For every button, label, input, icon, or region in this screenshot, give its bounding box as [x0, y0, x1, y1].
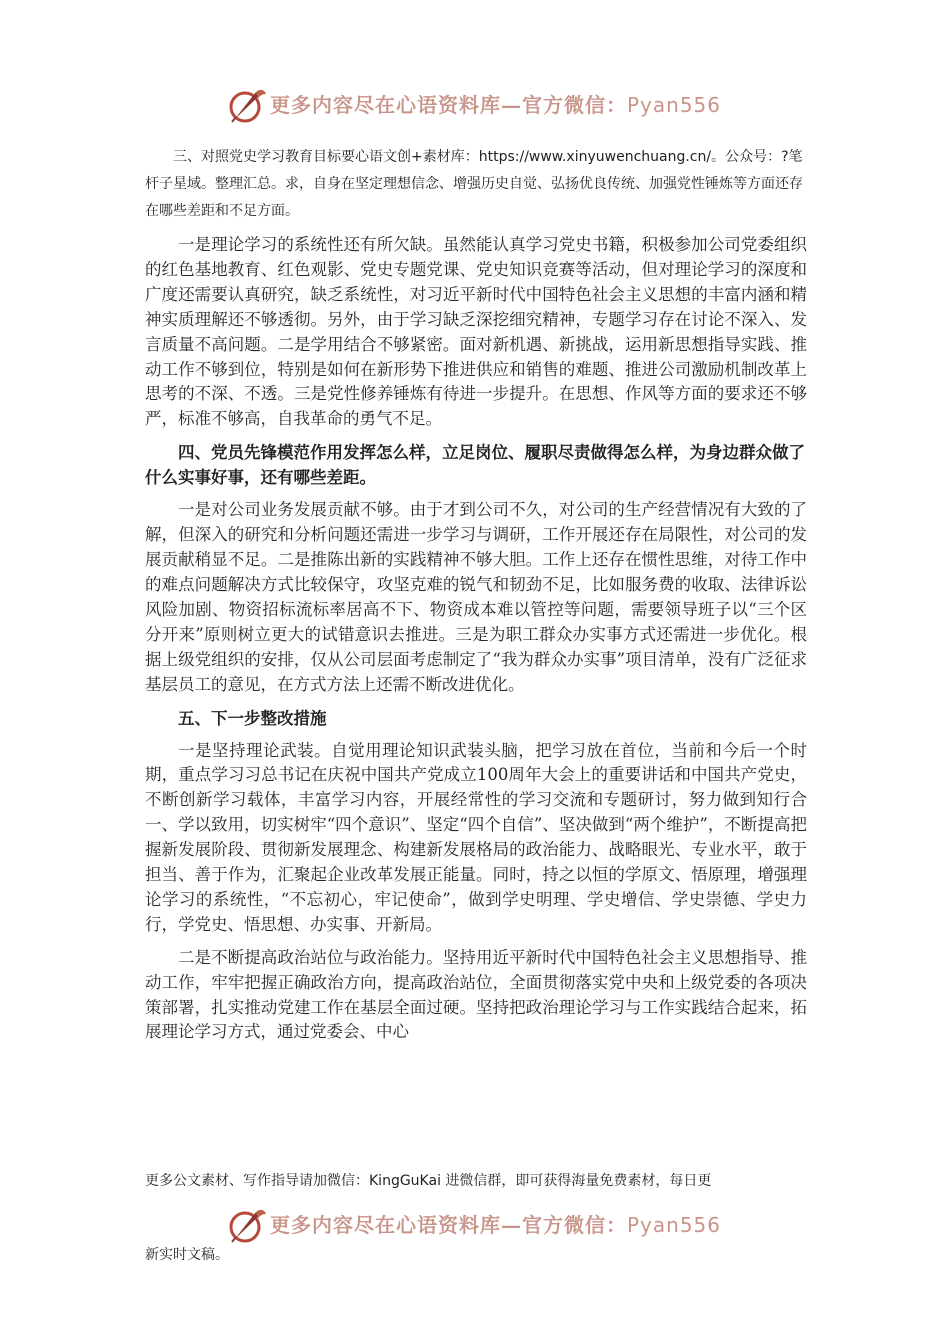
banner-wechat-id: Pyan556	[627, 93, 722, 117]
banner-text	[270, 1212, 721, 1238]
footer-watermark-banner	[0, 1204, 950, 1248]
banner-slogan: 更多内容尽在心语资料库—官方微信：	[270, 1213, 627, 1237]
footer-note-line1: 更多公文素材、写作指导请加微信：KingGuKai 进微信群，即可获得海量免费素材，每日更	[145, 1173, 712, 1189]
banner-text	[270, 92, 721, 118]
paragraph-business-contribution: 一是对公司业务发展贡献不够。由于才到公司不久，对公司的生产经营情况有大致的了解，但深入的研究和分析问题还需进一步学习与调研，工作开展还存在局限性，对公司的发展贡献稍显不足。二是推陈出新的实践精神不够大胆。工作上还存在惯性思维，对待工作中的难点问题解决方式比较保守，攻坚克难的锐气和韧劲不足，比如服务费的收取、法律诉讼风险加剧、物资招标流标率居高不下、物资成本难以管控等问题，需要领导班子以“三个区分开来”原则树立更大的试错意识去推进。三是为职工群众办实事方式还需进一步优化。根据上级党组织的安排，仅从公司层面考虑制定了“我为群众办实事”项目清单，没有广泛征求基层员工的意见，在方式方法上还需不断改进优化。	[145, 500, 807, 694]
section-heading-4: 四、党员先锋模范作用发挥怎么样，立足岗位、履职尽责做得怎么样，为身边群众做了什么实事好事，还有哪些差距。	[145, 443, 805, 488]
feather-pen-logo-icon	[226, 86, 268, 126]
paragraph-theory-study: 一是理论学习的系统性还有所欠缺。虽然能认真学习党史书籍，积极参加公司党委组织的红色基地教育、红色观影、党史专题党课、党史知识竞赛等活动，但对理论学习的深度和广度还需要认真研究，缺乏系统性，对习近平新时代中国特色社会主义思想的丰富内涵和精神实质理解还不够透彻。另外，由于学习缺乏深挖细究精神，专题学习存在讨论不深入、发言质量不高问题。二是学用结合不够紧密。面对新机遇、新挑战，运用新思想指导实践、推动工作不够到位，特别是如何在新形势下推进供应和销售的难题、推进公司激励机制改革上思考的不深、不透。三是党性修养锤炼有待进一步提升。在思想、作风等方面的要求还不够严，标准不够高，自我革命的勇气不足。	[145, 235, 807, 429]
paragraph-theory-armament: 一是坚持理论武装。自觉用理论知识武装头脑，把学习放在首位，当前和今后一个时期，重点学习习总书记在庆祝中国共产党成立100周年大会上的重要讲话和中国共产党史，不断创新学习载体，丰富学习内容，开展经常性的学习交流和专题研讨，努力做到知行合一、学以致用，切实树牢“四个意识”、坚定“四个自信”、坚决做到“两个维护”，不断提高把握新发展阶段、贯彻新发展理念、构建新发展格局的政治能力、战略眼光、专业水平，敢于担当、善于作为，汇聚起企业改革发展正能量。同时，持之以恒的学原文、悟原理，增强理论学习的系统性，“不忘初心，牢记使命”，做到学史明理、学史增信、学史崇德、学史力行，学党史、悟思想、办实事、开新局。	[145, 740, 807, 934]
paragraph-political-standing: 二是不断提高政治站位与政治能力。坚持用近平新时代中国特色社会主义思想指导、推动工作，牢牢把握正确政治方向，提高政治站位，全面贯彻落实党中央和上级党委的各项决策部署，扎实推动党建工作在基层全面过硬。坚持把政治理论学习与工作实践结合起来，拓展理论学习方式，通过党委会、中心	[145, 947, 807, 1042]
feather-pen-logo-icon	[226, 1206, 268, 1246]
intro-block	[145, 144, 807, 225]
section-heading-5: 五、下一步整改措施	[178, 708, 327, 728]
intro-paragraph: 三、对照党史学习教育目标要心语文创+素材库：https://www.xinyuwenchuang.cn/。公众号：?笔杆子星域。整理汇总。求，自身在坚定理想信念、增强历史自觉、弘扬优良传统、加强党性锤炼等方面还存在哪些差距和不足方面。	[145, 149, 803, 219]
banner-slogan: 更多内容尽在心语资料库—官方微信：	[270, 93, 627, 117]
footer-note-line2: 新实时文稿。	[145, 1247, 229, 1263]
header-watermark-banner	[0, 84, 950, 128]
banner-wechat-id: Pyan556	[627, 1213, 722, 1237]
document-body	[145, 233, 807, 1053]
